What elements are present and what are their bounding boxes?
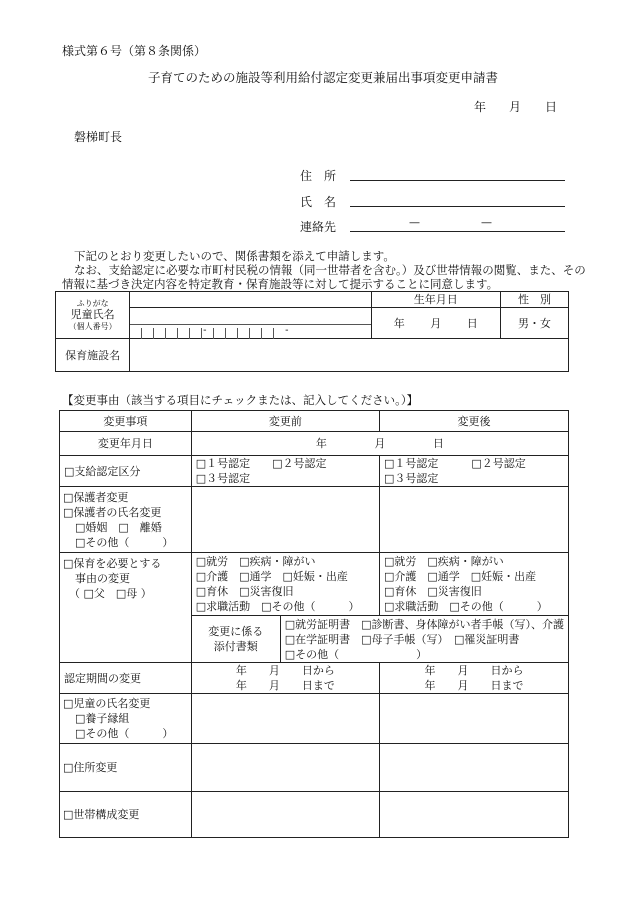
intro-line-1: 下記のとおり変更したいので、関係書類を添えて申請します。 <box>74 249 395 263</box>
address-change-after[interactable] <box>380 744 569 792</box>
dob-year: 年 <box>393 316 405 330</box>
need-after-2[interactable]: □介護 □通学 □妊娠・出産 <box>384 570 537 583</box>
child-name-after[interactable] <box>380 694 569 744</box>
contact-dash-1: — <box>409 216 420 229</box>
sex-header: 性 別 <box>501 292 569 308</box>
form-number: 様式第６号（第８条関係） <box>62 44 207 58</box>
period-after[interactable] <box>380 663 569 694</box>
date-year-label: 年 <box>474 100 487 114</box>
guardian-change[interactable]: □保護者変更 <box>63 490 129 504</box>
adoption[interactable]: □養子縁組 <box>75 712 130 725</box>
name-field[interactable] <box>350 206 565 207</box>
child-name-change[interactable]: □児童の氏名変更 <box>63 697 151 710</box>
marriage-divorce[interactable]: □婚姻 □ 離婚 <box>75 520 162 534</box>
cert-category-item[interactable]: □支給認定区分 <box>60 456 192 487</box>
contact-field[interactable] <box>350 231 565 232</box>
col-after-header: 変更後 <box>380 411 569 432</box>
guardian-change-item[interactable] <box>60 487 192 553</box>
sex-field[interactable]: 男・女 <box>501 308 569 339</box>
cert-after-type3[interactable]: □３号認定 <box>384 472 439 485</box>
attached-docs-label <box>191 616 280 663</box>
reason-heading: 【変更事由（該当する項目にチェックまたは、記入してください。）】 <box>62 393 419 407</box>
cert-before-type3[interactable]: □３号認定 <box>195 472 251 485</box>
change-date-day: 日 <box>432 437 444 450</box>
col-item-header: 変更事項 <box>60 411 192 432</box>
id-number-boxes[interactable] <box>130 324 370 338</box>
need-before-4[interactable]: □求職活動 □その他（ ） <box>195 600 360 613</box>
period-before-from[interactable]: 年 月 日から <box>235 664 335 677</box>
date-month-label: 月 <box>509 100 522 114</box>
period-before[interactable] <box>191 663 379 694</box>
child-name-change-item[interactable] <box>60 694 192 744</box>
addressee: 磐梯町長 <box>74 130 123 144</box>
intro-line-2: なお、支給認定に必要な市町村民税の情報（同一世帯者を含む。）及び世帯情報の閲覧、また、その <box>74 263 586 277</box>
change-date-month: 月 <box>374 437 386 450</box>
guardian-before[interactable] <box>191 487 379 553</box>
dob-month: 月 <box>430 316 442 330</box>
attached-docs-label-1: 変更に係る <box>208 625 264 638</box>
attached-docs[interactable] <box>280 616 568 663</box>
need-change[interactable]: □保育を必要とする <box>63 557 162 570</box>
guardian-other[interactable]: □その他（ ） <box>75 535 174 549</box>
facility-label: 保育施設名 <box>56 339 130 372</box>
father-mother-select[interactable]: （ □父 □母 ） <box>69 587 152 600</box>
dob-header: 生年月日 <box>371 292 501 308</box>
child-name-other[interactable]: □その他（ ） <box>75 727 174 740</box>
period-before-to[interactable]: 年 月 日まで <box>235 679 335 692</box>
child-name-label: 児童氏名 <box>70 308 115 321</box>
facility-field[interactable] <box>130 339 569 372</box>
period-change-label: 認定期間の変更 <box>60 663 192 694</box>
child-name-header <box>56 292 130 339</box>
need-before-2[interactable]: □介護 □通学 □妊娠・出産 <box>195 570 348 583</box>
contact-label: 連絡先 <box>300 220 337 234</box>
need-after[interactable] <box>380 553 569 616</box>
need-before[interactable] <box>191 553 379 616</box>
change-date-year: 年 <box>315 437 327 450</box>
cert-category-after[interactable] <box>380 456 569 487</box>
id-dash-1: - <box>203 325 207 336</box>
need-after-4[interactable]: □求職活動 □その他（ ） <box>384 600 548 613</box>
address-change-item[interactable]: □住所変更 <box>60 744 192 792</box>
dob-day: 日 <box>466 316 478 330</box>
child-info-table <box>55 291 569 372</box>
need-change-item[interactable] <box>60 553 192 663</box>
need-before-1[interactable]: □就労 □疾病・障がい <box>195 555 316 568</box>
period-after-from[interactable]: 年 月 日から <box>424 664 524 677</box>
child-name-field[interactable] <box>130 308 371 339</box>
attached-docs-label-2: 添付書類 <box>213 640 258 653</box>
docs-line-2[interactable]: □在学証明書 □母子手帳（写） □罹災証明書 <box>284 632 520 646</box>
furigana-field[interactable] <box>130 292 371 308</box>
need-after-1[interactable]: □就労 □疾病・障がい <box>384 555 504 568</box>
guardian-name-change[interactable]: □保護者の氏名変更 <box>63 505 162 519</box>
form-title: 子育てのための施設等利用給付認定変更兼届出事項変更申請書 <box>148 70 499 85</box>
col-before-header: 変更前 <box>191 411 379 432</box>
cert-after-type1[interactable]: □１号認定 <box>384 457 439 470</box>
date-day-label: 日 <box>545 100 558 114</box>
guardian-after[interactable] <box>380 487 569 553</box>
child-name-before[interactable] <box>191 694 379 744</box>
docs-line-3[interactable]: □その他（ ） <box>284 647 428 661</box>
household-change-before[interactable] <box>191 792 379 838</box>
contact-dash-2: — <box>481 216 492 229</box>
intro-line-3: 情報に基づき決定内容を特定教育・保育施設等に対して提示することに同意します。 <box>62 277 499 291</box>
cert-category-before[interactable] <box>191 456 379 487</box>
cert-before-type1[interactable]: □１号認定 <box>195 457 251 470</box>
change-date-field[interactable] <box>191 432 568 456</box>
need-after-3[interactable]: □育休 □災害復旧 <box>384 585 482 598</box>
address-label: 住 所 <box>300 169 337 183</box>
dob-field[interactable] <box>371 308 501 339</box>
household-change-after[interactable] <box>380 792 569 838</box>
need-before-3[interactable]: □育休 □災害復旧 <box>195 585 294 598</box>
address-field[interactable] <box>350 180 565 181</box>
docs-line-1[interactable]: □就労証明書 □診断書、身体障がい者手帳（写）、介護 <box>284 617 564 631</box>
cert-after-type2[interactable]: □２号認定 <box>471 457 526 470</box>
cert-before-type2[interactable]: □２号認定 <box>272 457 327 470</box>
id-dash-2: - <box>285 325 289 336</box>
id-number-label: （個人番号） <box>68 322 117 331</box>
reason-table <box>59 410 569 838</box>
address-change-before[interactable] <box>191 744 379 792</box>
household-change-item[interactable]: □世帯構成変更 <box>60 792 192 838</box>
name-label: 氏 名 <box>300 195 337 209</box>
need-change-2: 事由の変更 <box>75 572 130 585</box>
change-date-label: 変更年月日 <box>60 432 192 456</box>
period-after-to[interactable]: 年 月 日まで <box>424 679 524 692</box>
furigana-label: ふりがな <box>76 299 109 308</box>
